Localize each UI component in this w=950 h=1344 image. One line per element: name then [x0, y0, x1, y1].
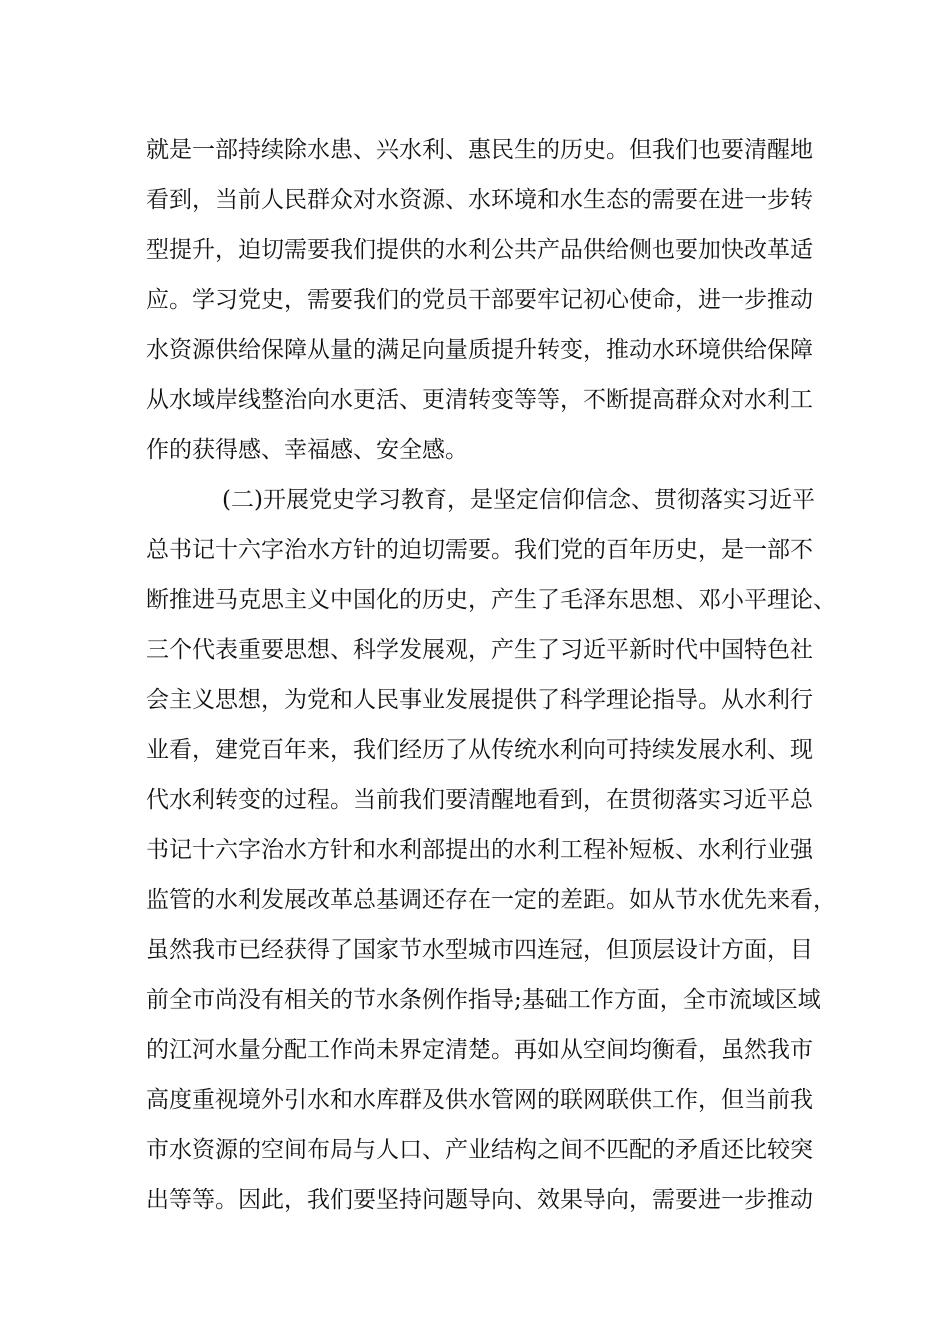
body-text-line: 书记十六字治水方针和水利部提出的水利工程补短板、水利行业强: [146, 837, 813, 863]
body-text-line: 从水域岸线整治向水更活、更清转变等等，不断提高群众对水利工: [146, 387, 813, 413]
body-text-line: 市水资源的空间布局与人口、产业结构之间不匹配的矛盾还比较突: [146, 1137, 813, 1163]
body-text-line: 断推进马克思主义中国化的历史，产生了毛泽东思想、邓小平理论、: [146, 587, 836, 613]
section-heading-line: (二)开展党史学习教育，是坚定信仰信念、贯彻落实习近平: [222, 487, 815, 513]
body-text-line: 三个代表重要思想、科学发展观，产生了习近平新时代中国特色社: [146, 637, 813, 663]
body-text-line: 监管的水利发展改革总基调还存在一定的差距。如从节水优先来看，: [146, 887, 836, 913]
body-text-line: 出等等。因此，我们要坚持问题导向、效果导向，需要进一步推动: [146, 1187, 813, 1213]
body-text-line: 看到，当前人民群众对水资源、水环境和水生态的需要在进一步转: [146, 187, 813, 213]
body-text-line: 代水利转变的过程。当前我们要清醒地看到，在贯彻落实习近平总: [146, 787, 813, 813]
body-text-line: 就是一部持续除水患、兴水利、惠民生的历史。但我们也要清醒地: [146, 137, 813, 163]
body-text-line: 虽然我市已经获得了国家节水型城市四连冠，但顶层设计方面，目: [146, 937, 813, 963]
body-text-line: 作的获得感、幸福感、安全感。: [146, 437, 468, 463]
body-text-line: 应。学习党史，需要我们的党员干部要牢记初心使命，进一步推动: [146, 287, 813, 313]
body-text-line: 前全市尚没有相关的节水条例作指导;基础工作方面，全市流域区域: [146, 987, 821, 1013]
body-text-line: 型提升，迫切需要我们提供的水利公共产品供给侧也要加快改革适: [146, 237, 813, 263]
body-text-line: 的江河水量分配工作尚未界定清楚。再如从空间均衡看，虽然我市: [146, 1037, 813, 1063]
body-text-line: 总书记十六字治水方针的迫切需要。我们党的百年历史，是一部不: [146, 537, 813, 563]
body-text-line: 业看，建党百年来，我们经历了从传统水利向可持续发展水利、现: [146, 737, 813, 763]
body-text-line: 水资源供给保障从量的满足向量质提升转变，推动水环境供给保障: [146, 337, 813, 363]
body-text-line: 高度重视境外引水和水库群及供水管网的联网联供工作，但当前我: [146, 1087, 813, 1113]
body-text-line: 会主义思想，为党和人民事业发展提供了科学理论指导。从水利行: [146, 687, 813, 713]
